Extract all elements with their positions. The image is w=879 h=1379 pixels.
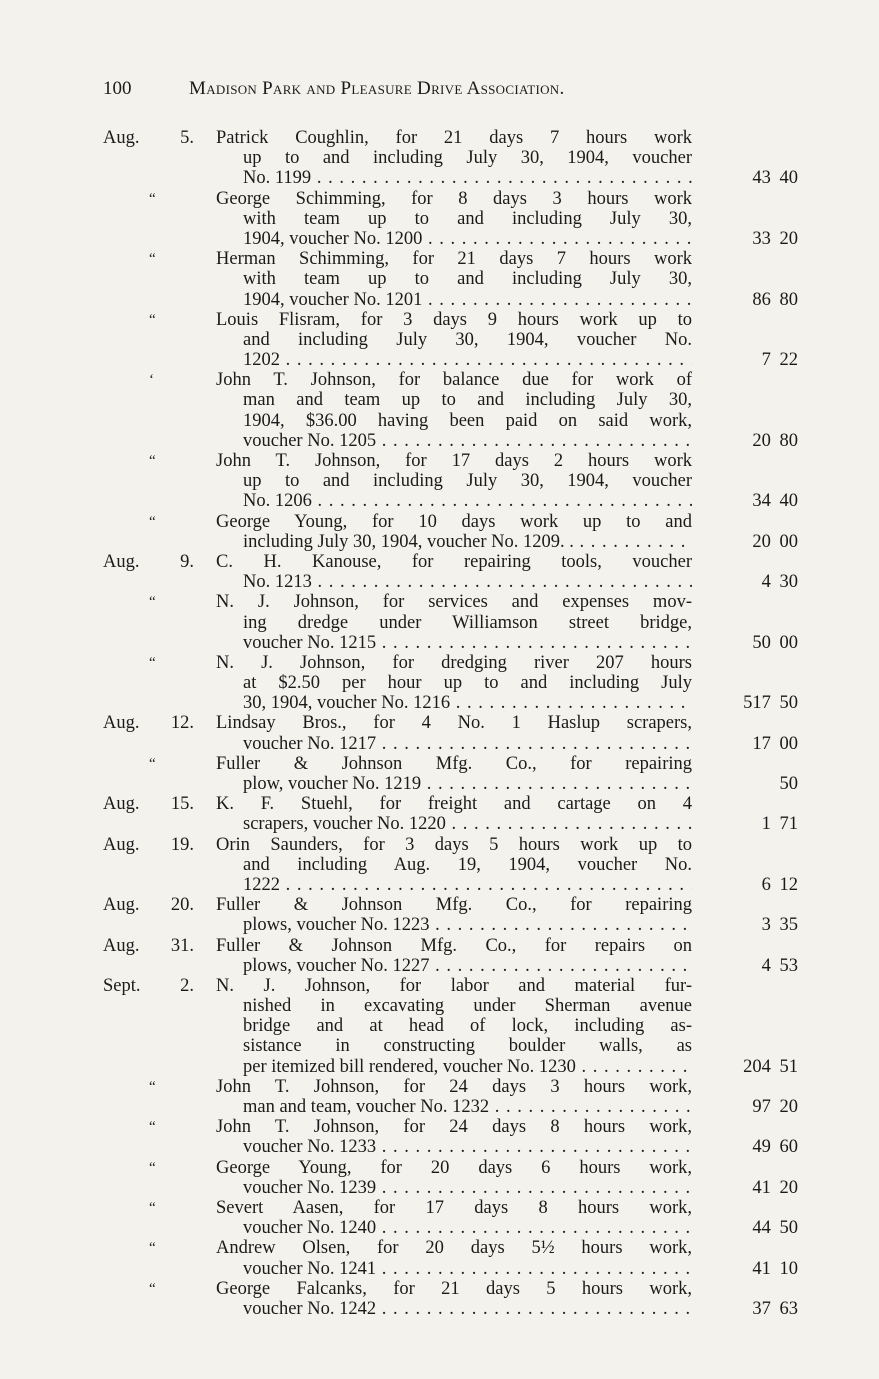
entry-line — [0, 1198, 879, 1218]
entry-amount: 17 00 — [752, 733, 798, 754]
ledger-entry — [0, 1279, 879, 1319]
entry-amount: 3 35 — [761, 915, 798, 936]
entry-line — [0, 956, 879, 976]
entry-line — [0, 1036, 879, 1056]
entry-line — [0, 290, 879, 310]
ditto-mark: “ — [149, 1280, 156, 1297]
entry-line — [0, 168, 879, 188]
entry-line — [0, 1097, 879, 1117]
entry-description-continued — [243, 633, 692, 653]
entry-line — [0, 1259, 879, 1279]
dot-leader — [574, 532, 692, 552]
ledger-entry — [0, 128, 879, 189]
entry-line — [0, 633, 879, 653]
ditto-mark: “ — [149, 513, 156, 530]
dot-leader — [576, 1057, 692, 1077]
entry-line — [0, 855, 879, 875]
entry-description: John T. Johnson, for 24 days 8 hours work, — [216, 1117, 692, 1138]
entry-line — [0, 148, 879, 168]
entry-line — [0, 1016, 879, 1036]
entry-line — [0, 411, 879, 431]
entry-description-continued — [243, 875, 692, 895]
entry-description: K. F. Stuehl, for freight and cartage on 4 — [216, 794, 692, 815]
entry-description-continued: ing dredge under Williamson street bridge, — [243, 612, 692, 633]
entry-description-text: 1222 — [243, 874, 280, 895]
entry-line — [0, 431, 879, 451]
entry-description: George Falcanks, for 21 days 5 hours work, — [216, 1278, 692, 1299]
entry-description-text: including July 30, 1904, voucher No. 1209. . — [243, 531, 574, 552]
ditto-mark: “ — [149, 311, 156, 328]
entry-description-continued — [243, 693, 692, 713]
entry-amount: 4 30 — [761, 572, 798, 593]
entry-day: 5. — [180, 128, 194, 148]
dot-leader — [311, 168, 692, 188]
entry-month: Sept. — [103, 975, 141, 996]
entry-line — [0, 532, 879, 552]
dot-leader — [376, 1137, 692, 1157]
entry-description-continued — [243, 532, 692, 552]
entry-description: George Schimming, for 8 days 3 hours work — [216, 188, 692, 209]
entry-description-continued — [243, 1097, 692, 1117]
entry-line — [0, 1137, 879, 1157]
entry-day: 9. — [180, 551, 194, 572]
entry-line — [0, 915, 879, 935]
entry-line — [0, 1218, 879, 1238]
entry-line — [0, 552, 879, 572]
entry-description-text: voucher No. 1239 — [243, 1177, 377, 1198]
entry-description-continued — [243, 915, 692, 935]
entry-line — [0, 936, 879, 956]
ledger-entry — [0, 835, 879, 896]
entry-description-continued — [243, 774, 692, 794]
entry-line — [0, 976, 879, 996]
entry-line — [0, 229, 879, 249]
entry-amount: 1 71 — [761, 814, 798, 835]
entry-description: John T. Johnson, for 24 days 3 hours work, — [216, 1076, 692, 1097]
entry-line — [0, 1299, 879, 1319]
entry-description-continued — [243, 168, 692, 188]
entry-line — [0, 209, 879, 229]
entry-description: Lindsay Bros., for 4 No. 1 Haslup scrapers, — [216, 713, 692, 734]
ditto-mark: “ — [149, 251, 156, 268]
entry-description-text: plows, voucher No. 1223 — [243, 915, 430, 936]
dot-leader — [376, 1218, 692, 1238]
entry-description-continued: at $2.50 per hour up to and including July — [243, 673, 692, 694]
ledger-entry — [0, 936, 879, 976]
page-header — [103, 78, 803, 102]
entry-amount: 204 51 — [743, 1056, 798, 1077]
entry-description-text: voucher No. 1241 — [243, 1258, 377, 1279]
entry-amount: 34 40 — [752, 491, 798, 512]
entry-line — [0, 350, 879, 370]
entry-description-continued — [243, 1057, 692, 1077]
entry-line — [0, 249, 879, 269]
entry-line — [0, 613, 879, 633]
dot-leader — [376, 734, 692, 754]
entry-description-text: voucher No. 1205 — [243, 430, 377, 451]
entry-description-continued: and including July 30, 1904, voucher No. — [243, 329, 692, 350]
entry-description-continued: up to and including July 30, 1904, voucher — [243, 148, 692, 169]
entry-description-continued — [243, 734, 692, 754]
entry-description-continued — [243, 572, 692, 592]
dot-leader — [422, 229, 692, 249]
dot-leader — [430, 915, 692, 935]
entry-amount: 37 63 — [752, 1298, 798, 1319]
ditto-mark: “ — [149, 594, 156, 611]
entry-description-text: 1904, voucher No. 1200 — [243, 228, 423, 249]
entry-description-continued: bridge and at head of lock, including as- — [243, 1016, 692, 1037]
ledger-entry — [0, 794, 879, 834]
entry-description-text: per itemized bill rendered, voucher No. 1230 — [243, 1056, 576, 1077]
entry-amount: 43 40 — [752, 168, 798, 189]
entry-amount: 86 80 — [752, 289, 798, 310]
running-title: Madison Park and Pleasure Drive Association. — [189, 78, 565, 99]
entry-day: 15. — [170, 794, 194, 815]
ledger-entry — [0, 592, 879, 653]
ledger-entry — [0, 1158, 879, 1198]
ledger-entry — [0, 552, 879, 592]
entry-amount: 50 00 — [752, 632, 798, 653]
dot-leader — [421, 774, 692, 794]
entry-line — [0, 1279, 879, 1299]
entry-description: Herman Schimming, for 21 days 7 hours work — [216, 249, 692, 270]
entry-description-text: No. 1213 — [243, 572, 312, 593]
entry-description-continued: with team up to and including July 30, — [243, 269, 692, 290]
entry-line — [0, 653, 879, 673]
entry-description-text: scrapers, voucher No. 1220 — [243, 814, 446, 835]
dot-leader — [376, 1178, 692, 1198]
entry-line — [0, 875, 879, 895]
entry-description-continued: sistance in constructing boulder walls, as — [243, 1036, 692, 1057]
entry-description-text: 30, 1904, voucher No. 1216 — [243, 693, 451, 714]
entry-line — [0, 592, 879, 612]
entry-line — [0, 1158, 879, 1178]
ledger-entry — [0, 1198, 879, 1238]
entry-line — [0, 693, 879, 713]
entry-day: 31. — [170, 935, 194, 956]
dot-leader — [376, 431, 692, 451]
entry-amount: 50 — [779, 774, 798, 794]
ledger-entry — [0, 249, 879, 310]
entry-month: Aug. — [103, 128, 140, 148]
entry-description-text: plow, voucher No. 1219 — [243, 774, 422, 794]
entry-description: Patrick Coughlin, for 21 days 7 hours work — [216, 128, 692, 148]
entry-description-continued — [243, 229, 692, 249]
entry-line — [0, 774, 879, 794]
entry-line — [0, 794, 879, 814]
ditto-mark: “ — [149, 1159, 156, 1176]
entry-line — [0, 189, 879, 209]
entry-line — [0, 835, 879, 855]
entry-line — [0, 471, 879, 491]
entry-description-text: No. 1206 — [243, 491, 312, 512]
entry-description-continued — [243, 290, 692, 310]
entry-description-text: voucher No. 1240 — [243, 1218, 377, 1239]
entry-description: George Young, for 20 days 6 hours work, — [216, 1157, 692, 1178]
ledger-entry — [0, 310, 879, 371]
entry-description-text: 1202 — [243, 350, 280, 371]
dot-leader — [280, 350, 692, 370]
ledger-entries — [0, 128, 879, 1319]
entry-line — [0, 673, 879, 693]
entry-amount: 41 10 — [752, 1258, 798, 1279]
entry-line — [0, 996, 879, 1016]
entry-month: Aug. — [103, 834, 140, 855]
entry-description: N. J. Johnson, for dredging river 207 hours — [216, 652, 692, 673]
entry-description-continued — [243, 1218, 692, 1238]
entry-day: 12. — [170, 713, 194, 734]
entry-description-text: plows, voucher No. 1227 — [243, 955, 430, 976]
entry-amount: 7 22 — [761, 350, 798, 371]
ledger-entry — [0, 1077, 879, 1117]
entry-line — [0, 512, 879, 532]
ditto-mark: “ — [149, 1119, 156, 1136]
entry-description-text: voucher No. 1233 — [243, 1137, 377, 1158]
ledger-entry — [0, 713, 879, 753]
ledger-entry — [0, 370, 879, 451]
entry-description-continued: and including Aug. 19, 1904, voucher No. — [243, 854, 692, 875]
entry-line — [0, 895, 879, 915]
ledger-entry — [0, 451, 879, 512]
entry-amount: 517 50 — [743, 693, 798, 714]
entry-description-continued: nished in excavating under Sherman avenue — [243, 996, 692, 1017]
entry-amount: 97 20 — [752, 1097, 798, 1117]
ditto-mark: “ — [149, 755, 156, 772]
dot-leader — [312, 491, 692, 511]
dot-leader — [280, 875, 692, 895]
entry-description: John T. Johnson, for 17 days 2 hours work — [216, 451, 692, 471]
entry-amount: 20 00 — [752, 531, 798, 552]
entry-month: Aug. — [103, 794, 140, 815]
entry-amount: 44 50 — [752, 1218, 798, 1239]
entry-line — [0, 370, 879, 390]
entry-description-text: voucher No. 1217 — [243, 733, 377, 754]
page-number: 100 — [103, 78, 132, 99]
ledger-entry — [0, 976, 879, 1077]
ledger-entry — [0, 189, 879, 250]
entry-line — [0, 1238, 879, 1258]
dot-leader — [422, 290, 692, 310]
entry-month: Aug. — [103, 551, 140, 572]
entry-description-continued — [243, 491, 692, 511]
entry-description-continued — [243, 814, 692, 834]
entry-line — [0, 814, 879, 834]
ledger-entry — [0, 1117, 879, 1157]
entry-description: Louis Flisram, for 3 days 9 hours work up to — [216, 309, 692, 330]
dot-leader — [450, 693, 692, 713]
ledger-entry — [0, 653, 879, 714]
entry-line — [0, 451, 879, 471]
entry-description: N. J. Johnson, for labor and material fur- — [216, 975, 692, 996]
entry-line — [0, 330, 879, 350]
entry-line — [0, 734, 879, 754]
entry-description-text: man and team, voucher No. 1232 — [243, 1097, 490, 1117]
entry-description-text: No. 1199 — [243, 168, 312, 189]
entry-line — [0, 1057, 879, 1077]
ditto-mark: “ — [149, 1240, 156, 1257]
ditto-mark: “ — [149, 654, 156, 671]
entry-line — [0, 754, 879, 774]
entry-line — [0, 491, 879, 511]
entry-line — [0, 1117, 879, 1137]
dot-leader — [430, 956, 692, 976]
entry-amount: 20 80 — [752, 430, 798, 451]
dot-leader — [376, 1259, 692, 1279]
ledger-entry — [0, 754, 879, 794]
entry-amount: 4 53 — [761, 955, 798, 976]
entry-description: C. H. Kanouse, for repairing tools, voucher — [216, 551, 692, 572]
dot-leader — [376, 1299, 692, 1319]
entry-description-continued — [243, 1259, 692, 1279]
dot-leader — [376, 633, 692, 653]
entry-description: Fuller & Johnson Mfg. Co., for repairs on — [216, 935, 692, 956]
dot-leader — [489, 1097, 692, 1117]
entry-day: 19. — [170, 834, 194, 855]
ditto-mark: “ — [149, 453, 156, 469]
entry-line — [0, 1178, 879, 1198]
entry-description-text: voucher No. 1215 — [243, 632, 377, 653]
entry-line — [0, 128, 879, 148]
entry-description-continued — [243, 1137, 692, 1157]
entry-month: Aug. — [103, 895, 140, 916]
entry-line — [0, 572, 879, 592]
ledger-entry — [0, 1238, 879, 1278]
entry-description-continued — [243, 1178, 692, 1198]
entry-description-continued: 1904, $36.00 having been paid on said work, — [243, 410, 692, 431]
entry-description-continued: up to and including July 30, 1904, voucher — [243, 471, 692, 492]
entry-description-continued — [243, 350, 692, 370]
ditto-mark: “ — [149, 1199, 156, 1216]
ledger-entry — [0, 895, 879, 935]
entry-amount: 6 12 — [761, 874, 798, 895]
entry-description-text: voucher No. 1242 — [243, 1298, 377, 1319]
entry-line — [0, 1077, 879, 1097]
entry-day: 2. — [180, 975, 194, 996]
entry-description: Fuller & Johnson Mfg. Co., for repairing — [216, 895, 692, 916]
entry-description: Severt Aasen, for 17 days 8 hours work, — [216, 1197, 692, 1218]
entry-description: N. J. Johnson, for services and expenses mov- — [216, 592, 692, 613]
entry-line — [0, 390, 879, 410]
entry-description: John T. Johnson, for balance due for work of — [216, 370, 692, 391]
entry-month: Aug. — [103, 935, 140, 956]
entry-amount: 41 20 — [752, 1177, 798, 1198]
entry-amount: 49 60 — [752, 1137, 798, 1158]
entry-description: Fuller & Johnson Mfg. Co., for repairing — [216, 753, 692, 774]
entry-description-text: 1904, voucher No. 1201 — [243, 289, 423, 310]
entry-description: George Young, for 10 days work up to and — [216, 511, 692, 532]
entry-line — [0, 713, 879, 733]
entry-description: Andrew Olsen, for 20 days 5½ hours work, — [216, 1238, 692, 1259]
ledger-entry — [0, 512, 879, 552]
dot-leader — [312, 572, 692, 592]
entry-line — [0, 310, 879, 330]
entry-amount: 33 20 — [752, 228, 798, 249]
entry-line — [0, 269, 879, 289]
entry-description-continued — [243, 431, 692, 451]
entry-description-continued — [243, 956, 692, 976]
dot-leader — [446, 814, 692, 834]
entry-day: 20. — [170, 895, 194, 916]
ditto-mark: “ — [149, 1078, 156, 1095]
ditto-mark: “ — [149, 190, 156, 207]
entry-month: Aug. — [103, 713, 140, 734]
entry-description-continued: man and team up to and including July 30, — [243, 390, 692, 411]
entry-description: Orin Saunders, for 3 days 5 hours work up to — [216, 834, 692, 855]
ditto-mark: ‘ — [149, 372, 154, 389]
entry-description-continued: with team up to and including July 30, — [243, 208, 692, 229]
entry-description-continued — [243, 1299, 692, 1319]
